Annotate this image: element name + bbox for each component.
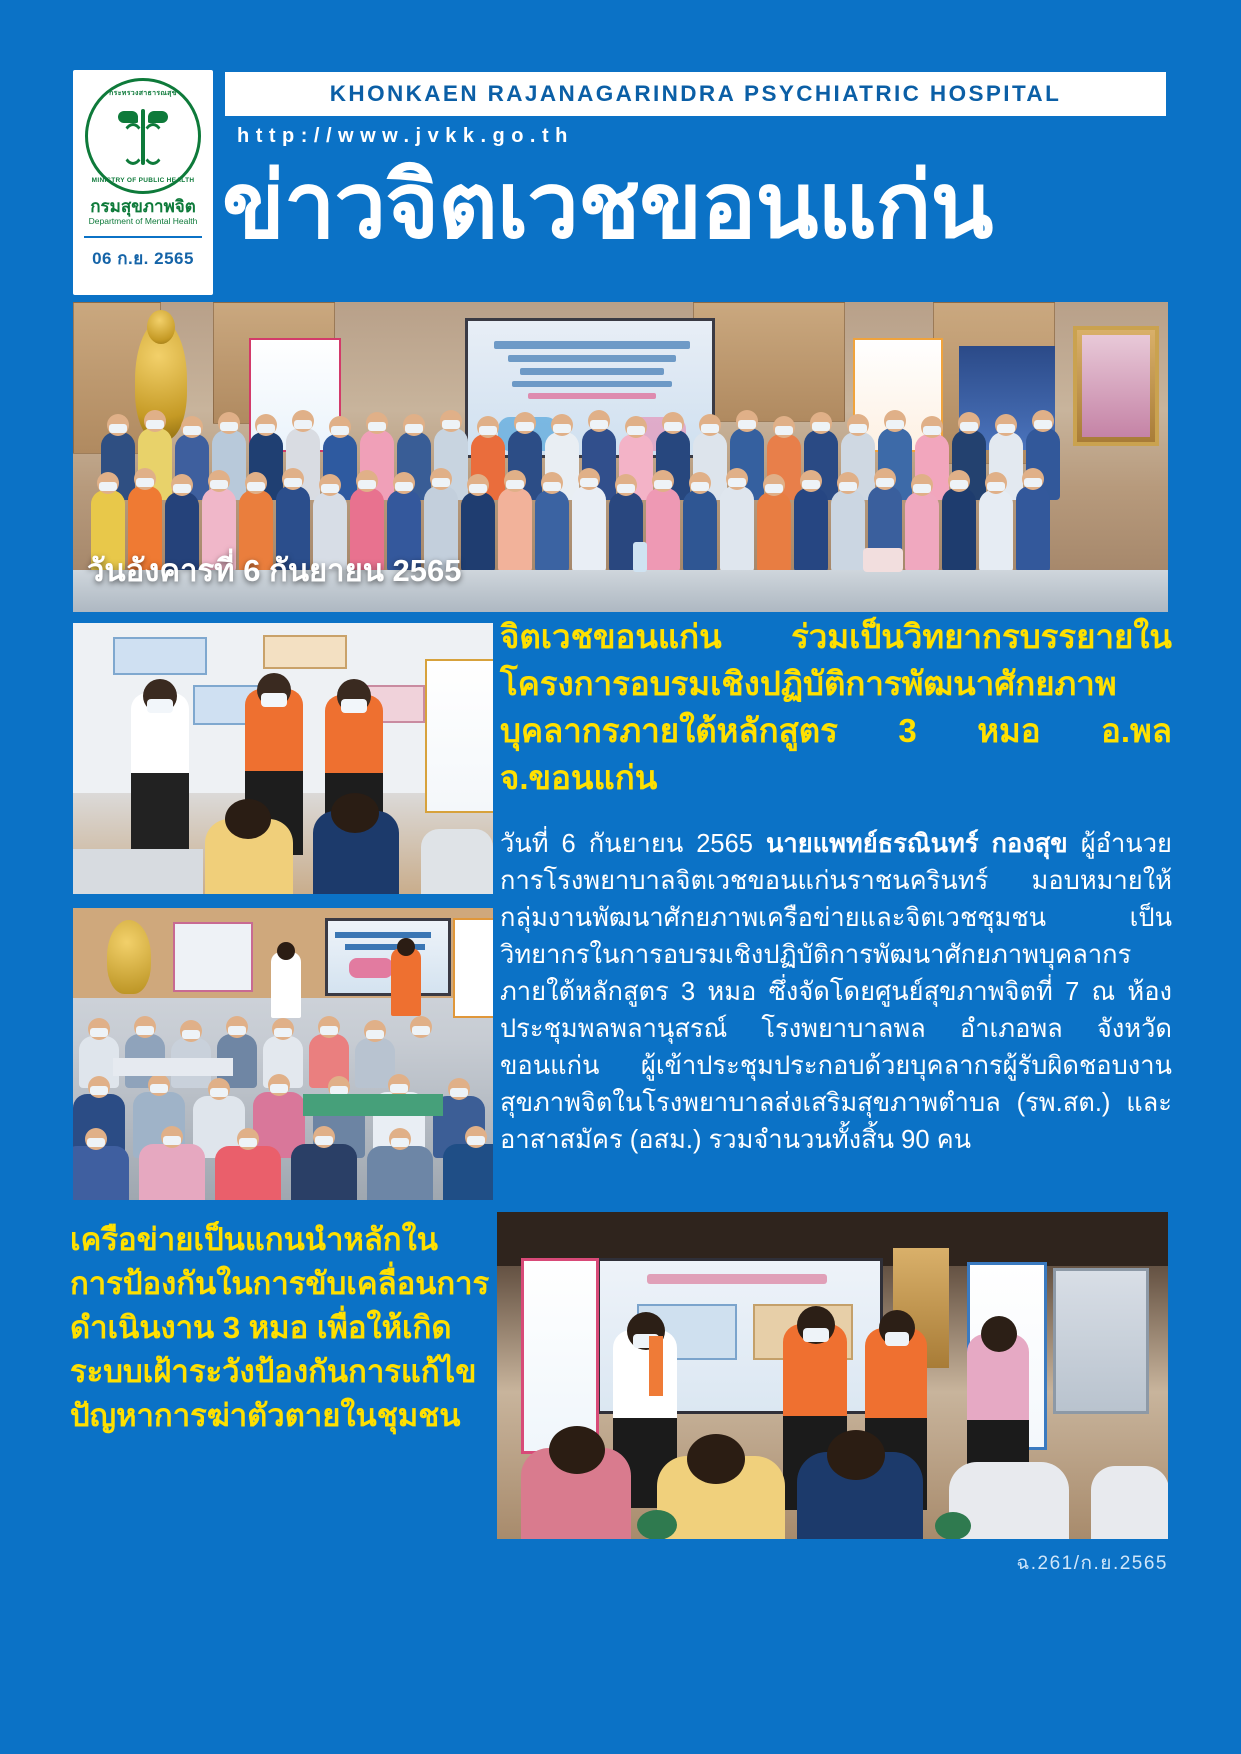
body-text-bold-name: นายแพทย์ธรณินทร์ กองสุข [765,830,1068,858]
issue-date: 06 ก.ย. 2565 [92,249,194,269]
body-text-part1: วันที่ 6 กันยายน 2565 [500,830,766,858]
emblem-ring-text-bottom: MINISTRY OF PUBLIC HEALTH [91,177,195,184]
speakers-photo [73,623,493,894]
caduceus-icon [116,105,170,167]
pull-quote: เครือข่ายเป็นแกนนำหลักในการป้องกันในการขับเคลื่อนการดำเนินงาน 3 หมอ เพื่อให้เกิดระบบเฝ้าระวังป้องกันการแก้ไขปัญหาการฆ่าตัวตายในชุมชน [70,1222,490,1434]
masthead-title: ข่าวจิตเวชขอนแก่น [222,155,993,257]
department-name-en: Department of Mental Health [88,215,198,226]
article-body [500,826,1172,1159]
department-name-th: กรมสุขภาพจิต [90,197,196,216]
emblem-ring-text-top: กระทรวงสาธารณสุข [109,90,177,97]
bottom-photo [497,1212,1168,1539]
ministry-logo-box [73,70,213,295]
audience-photo [73,908,493,1200]
footer-reference: ฉ.261/ก.ย.2565 [1016,1553,1168,1574]
logo-divider [84,236,202,238]
page-header [0,0,1241,330]
ministry-emblem-icon [85,78,201,194]
hospital-name-en: KHONKAEN RAJANAGARINDRA PSYCHIATRIC HOSPITAL [329,81,1062,106]
article-headline: จิตเวชขอนแก่น ร่วมเป็นวิทยากรบรรยายในโครงการอบรมเชิงปฏิบัติการพัฒนาศักยภาพบุคลากรภายใต้หลักสูตร 3 หมอ อ.พล จ.ขอนแก่น [500,618,1172,796]
website-url[interactable]: http://www.jvkk.go.th [237,125,574,147]
body-text-part2: ผู้อำนวยการโรงพยาบาลจิตเวชขอนแก่นราชนครินทร์ มอบหมายให้กลุ่มงานพัฒนาศักยภาพเครือข่ายและจิตเวชชุมชน เป็นวิทยากรในการอบรมเชิงปฏิบัติการพัฒนาศักยภาพบุคลากรภายใต้หลักสูตร 3 หมอ ซึ่งจัดโดยศูนย์สุขภาพจิตที่ 7 ณ ห้องประชุมพลพลานุสรณ์ โรงพยาบาลพล อำเภอพล จังหวัดขอนแก่น ผู้เข้าประชุมประกอบด้วยบุคลากรผู้รับผิดชอบงานสุขภาพจิตในโรงพยาบาลส่งเสริมสุขภาพตำบล (รพ.สต.) และอาสาสมัคร (อสม.) รวมจำนวนทั้งสิ้น 90 คน [500,830,1173,1154]
hero-caption: วันอังคารที่ 6 กันยายน 2565 [87,553,462,588]
hospital-name-bar [225,72,1166,116]
